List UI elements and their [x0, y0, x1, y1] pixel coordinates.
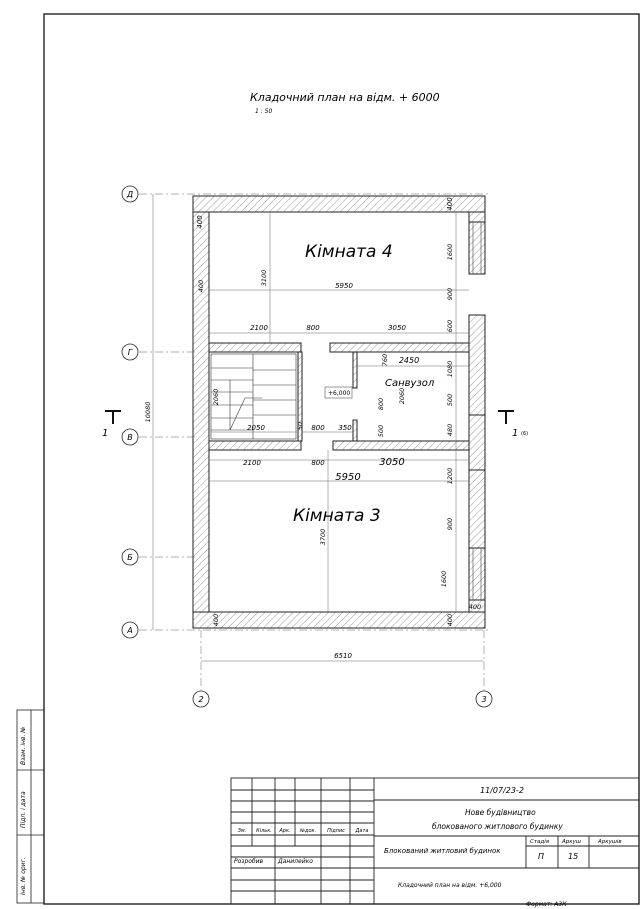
dim-wall-left-upper: 400 — [197, 279, 205, 293]
header-col-kilk: Кільк. — [256, 828, 272, 834]
stamp-header-cols — [238, 828, 369, 834]
window-right-mid — [469, 415, 485, 470]
side-label-sign: Підп. і дата — [20, 791, 27, 828]
dim-window-right-bottom: 1600 — [440, 570, 448, 588]
section-left-number: 1 — [102, 428, 109, 439]
drawing-name: Кладочний план на відм. +6,000 — [398, 882, 502, 889]
dim-room4-width: 5950 — [335, 282, 353, 290]
stage-label: Стадія — [530, 839, 550, 845]
axis-label-v: В — [127, 433, 133, 442]
dim-wall-top-right: 400 — [446, 197, 454, 211]
level-mark: +6,000 — [328, 390, 351, 397]
wall-int-v-left — [209, 441, 301, 450]
dim-stair-2060: 2060 — [212, 388, 220, 406]
dim-room4-height: 3100 — [260, 269, 268, 287]
window-right-top — [469, 222, 485, 274]
axis-label-g: Г — [127, 348, 133, 357]
dim-3050-a: 3050 — [388, 324, 406, 332]
window-right-bottom — [469, 548, 485, 600]
dim-2100-b: 2100 — [243, 459, 261, 467]
partition-bath-bottom — [353, 420, 357, 441]
header-col-zm: Зм. — [237, 828, 247, 834]
dim-window-right-top: 1600 — [446, 243, 454, 261]
drawing-title: Кладочний план на відм. + 6000 — [250, 91, 440, 104]
dim-bath-500-a: 500 — [446, 393, 454, 407]
dim-room3-width: 5950 — [335, 472, 361, 483]
axis-label-b: Б — [127, 553, 133, 562]
dim-3050-b: 3050 — [379, 457, 405, 468]
header-col-doc: №док. — [299, 828, 317, 834]
wall-bottom — [193, 612, 485, 628]
wall-right-1 — [469, 212, 485, 222]
axis-label-2: 2 — [198, 695, 204, 704]
dim-wall-bottom-right: 400 — [446, 613, 454, 627]
sheet-label: Аркуш — [562, 839, 581, 845]
project-line-1: Нове будівництво — [465, 808, 536, 817]
dim-bath-800: 800 — [377, 397, 385, 411]
room-label-3: Кімната 3 — [293, 506, 381, 526]
dimension-texts — [196, 197, 454, 660]
doc-code: 11/07/23-2 — [480, 786, 524, 795]
dim-bath-1080: 1080 — [446, 360, 454, 378]
dim-mid-50: 50 — [296, 421, 304, 431]
wall-int-g-left — [209, 343, 301, 352]
header-col-date: Дата — [355, 828, 369, 834]
wall-left — [193, 212, 209, 612]
dim-pier-right-upper: 900 — [446, 287, 454, 301]
dim-wall-bottom-left: 400 — [212, 613, 220, 627]
dim-room3-height: 3700 — [319, 528, 327, 546]
dim-bath-2060: 2060 — [398, 387, 406, 405]
dim-bath-width: 2450 — [398, 356, 420, 365]
dim-right-600: 600 — [446, 319, 454, 333]
section-marks — [105, 411, 514, 424]
dim-bath-760: 760 — [381, 353, 389, 367]
room-label-bathroom: Санвузол — [385, 378, 435, 389]
axis-label-d: Д — [126, 190, 134, 199]
wall-right-3 — [469, 470, 485, 548]
axis-label-3: 3 — [481, 695, 487, 704]
side-label-orig: Інв. № ориг. — [20, 857, 27, 895]
wall-right-2 — [469, 315, 485, 415]
dim-800-b: 800 — [311, 459, 325, 467]
developed-label: Розробив — [234, 858, 264, 865]
building-name: Блокований житловий будинок — [384, 847, 501, 855]
dim-stair-2050: 2050 — [247, 424, 265, 432]
developer-name: Данилейко — [278, 858, 313, 865]
header-col-ark: Арк. — [279, 828, 291, 834]
sheet-value: 15 — [568, 852, 579, 861]
dim-right-1200: 1200 — [446, 467, 454, 485]
drawing-scale: 1 : 50 — [255, 108, 273, 115]
dim-pier-right-lower: 900 — [446, 517, 454, 531]
dim-mid-350: 350 — [338, 424, 352, 432]
wall-top — [193, 196, 485, 212]
side-label-replace: Взам. інв. № — [20, 726, 27, 765]
dim-2100-a: 2100 — [250, 324, 268, 332]
dim-wall-top-left: 400 — [196, 215, 204, 229]
stage-value: П — [538, 852, 545, 861]
section-right-ref: (6) — [521, 431, 529, 437]
room-label-4: Кімната 4 — [305, 242, 393, 262]
sheets-label: Аркушів — [598, 839, 622, 845]
dim-total-height: 10080 — [144, 401, 152, 423]
dim-800-a: 800 — [306, 324, 320, 332]
dim-bath-500-b: 500 — [377, 424, 385, 438]
project-line-2: блокованого житлового будинку — [432, 822, 563, 831]
format-label: Формат: А3К — [526, 901, 567, 908]
section-right-number: 1 — [512, 428, 519, 439]
dim-total-width: 6510 — [334, 652, 352, 660]
axis-label-a: А — [127, 626, 133, 635]
dim-wall-right-bottom: 400 — [468, 603, 482, 611]
sheet-frame — [44, 14, 639, 904]
wall-int-v-right — [333, 441, 469, 450]
dim-bath-480: 480 — [446, 423, 454, 437]
wall-int-g-right — [330, 343, 469, 352]
partition-bath-top — [353, 352, 357, 388]
header-col-sign: Підпис — [327, 828, 345, 834]
dim-mid-800: 800 — [311, 424, 325, 432]
